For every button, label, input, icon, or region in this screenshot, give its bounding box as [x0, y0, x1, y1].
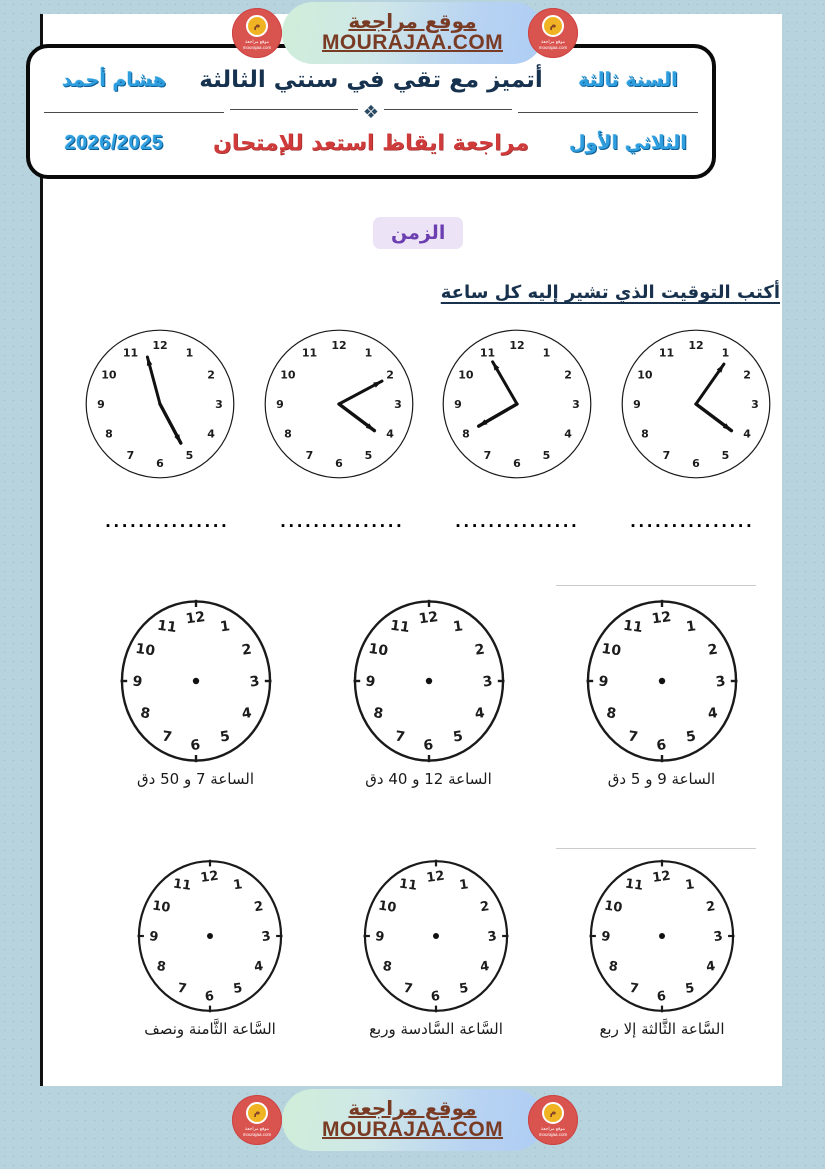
svg-text:6: 6: [422, 737, 434, 755]
svg-text:7: 7: [176, 980, 188, 997]
svg-text:6: 6: [156, 456, 165, 470]
section-title-chip: الزمن: [373, 217, 463, 249]
svg-text:4: 4: [253, 958, 265, 976]
exercise2-clock-7: [79, 598, 312, 788]
svg-text:12: 12: [199, 868, 220, 886]
clock-6-face[interactable]: [346, 598, 512, 764]
svg-text:6: 6: [691, 456, 700, 470]
svg-text:11: 11: [172, 876, 193, 894]
svg-text:2: 2: [253, 899, 265, 916]
svg-text:4: 4: [386, 427, 394, 441]
svg-text:6: 6: [655, 988, 668, 1005]
svg-text:4: 4: [706, 705, 719, 723]
svg-text:11: 11: [155, 617, 178, 637]
mourajaa-logo-icon-left: [232, 8, 282, 58]
exercise2-clock-6: [312, 598, 545, 788]
svg-text:8: 8: [381, 958, 393, 976]
svg-text:3: 3: [248, 673, 261, 691]
answer-line-1[interactable]: [605, 512, 780, 531]
svg-text:6: 6: [334, 456, 343, 470]
exercise2-clock-row: [78, 598, 778, 788]
diamond-icon: ❖: [362, 101, 380, 123]
svg-text:11: 11: [301, 346, 317, 360]
logo-glyph: م: [246, 15, 268, 37]
svg-text:8: 8: [607, 958, 619, 976]
svg-text:1: 1: [684, 877, 696, 894]
header-cell-teacher: [30, 69, 198, 91]
logo-caption: موقع مراجعة mourajaa.com: [538, 1126, 568, 1137]
logo-caption: موقع مراجعة mourajaa.com: [242, 39, 272, 50]
svg-text:8: 8: [105, 427, 113, 441]
svg-text:10: 10: [603, 898, 624, 916]
svg-text:1: 1: [458, 877, 470, 894]
svg-text:3: 3: [260, 928, 272, 946]
svg-text:7: 7: [160, 728, 173, 746]
dotted-line: ...............: [455, 511, 580, 532]
clock-8-face[interactable]: [584, 858, 740, 1014]
main-title-text: أتميز مع تقي في سنتي الثالثة: [199, 66, 543, 93]
svg-text:2: 2: [479, 899, 491, 916]
svg-text:7: 7: [662, 449, 671, 462]
exercise3-clock-10: [97, 858, 323, 1038]
svg-text:7: 7: [483, 449, 492, 462]
svg-text:5: 5: [721, 449, 730, 462]
svg-text:5: 5: [451, 728, 464, 746]
mourajaa-logo-icon-right: [528, 1095, 578, 1145]
svg-text:3: 3: [750, 397, 759, 411]
svg-text:11: 11: [658, 346, 674, 360]
exercise1-clock-row: [78, 328, 778, 480]
svg-text:11: 11: [398, 876, 419, 894]
svg-text:9: 9: [374, 929, 386, 946]
year-level-text: السنة ثالثة: [578, 68, 678, 91]
exercise2-clock-5: [545, 598, 778, 788]
clock-8-label: السَّاعة الثَّالثة إلا ربع: [599, 1020, 725, 1038]
dotted-line: ...............: [280, 511, 405, 532]
svg-text:2: 2: [207, 368, 216, 382]
svg-text:12: 12: [651, 868, 672, 886]
term-text: الثلاثي الأول: [569, 132, 687, 155]
svg-text:4: 4: [743, 427, 751, 441]
svg-text:10: 10: [636, 368, 653, 382]
svg-text:8: 8: [155, 958, 167, 976]
svg-text:8: 8: [640, 427, 649, 441]
svg-text:3: 3: [486, 928, 498, 946]
svg-text:8: 8: [283, 427, 292, 441]
svg-text:9: 9: [97, 397, 106, 411]
svg-text:3: 3: [572, 397, 581, 411]
svg-text:11: 11: [624, 876, 645, 894]
clock-3-face: [263, 328, 415, 480]
promo-banner-top: [0, 0, 825, 66]
svg-text:5: 5: [185, 449, 194, 462]
header-cell-year: [544, 69, 712, 91]
promo-pill-bottom[interactable]: [282, 1089, 544, 1151]
clock-5-label: الساعة 9 و 5 دق: [607, 770, 716, 788]
svg-text:7: 7: [126, 449, 135, 462]
header-cell-subtitle: [198, 131, 544, 156]
svg-text:12: 12: [509, 338, 525, 352]
school-year-text: 2026/2025: [64, 131, 164, 154]
clock-7-face[interactable]: [113, 598, 279, 764]
answer-line-2[interactable]: [430, 512, 605, 531]
svg-text:6: 6: [203, 988, 216, 1005]
svg-text:4: 4: [479, 958, 491, 976]
clock-10-face[interactable]: [132, 858, 288, 1014]
svg-text:7: 7: [626, 728, 639, 746]
svg-text:5: 5: [684, 980, 696, 997]
svg-text:9: 9: [600, 929, 612, 946]
scan-artifact-line: [556, 848, 756, 849]
logo-glyph: م: [542, 15, 564, 37]
svg-text:1: 1: [218, 618, 231, 636]
dotted-line: ...............: [630, 511, 755, 532]
clock-6-label: الساعة 12 و 40 دق: [365, 770, 492, 788]
svg-text:7: 7: [393, 728, 406, 746]
svg-text:10: 10: [101, 368, 117, 382]
svg-text:10: 10: [366, 640, 389, 660]
svg-text:7: 7: [402, 980, 414, 997]
answer-line-3[interactable]: [255, 512, 430, 531]
svg-text:1: 1: [451, 618, 464, 636]
answer-line-4[interactable]: [80, 512, 255, 531]
svg-text:4: 4: [564, 427, 573, 441]
svg-text:5: 5: [542, 449, 551, 462]
mourajaa-logo-icon-right: [528, 8, 578, 58]
svg-text:12: 12: [184, 608, 206, 628]
svg-text:3: 3: [393, 397, 402, 411]
svg-text:2: 2: [564, 368, 573, 382]
svg-text:2: 2: [240, 641, 253, 659]
clock-9-face[interactable]: [358, 858, 514, 1014]
svg-text:7: 7: [305, 449, 314, 462]
exercise1-clock-2: [435, 328, 600, 480]
svg-text:6: 6: [189, 737, 201, 755]
svg-text:10: 10: [151, 898, 172, 916]
svg-text:6: 6: [513, 456, 522, 470]
svg-text:2: 2: [743, 368, 751, 382]
svg-text:4: 4: [240, 705, 253, 723]
exercise1-clock-4: [78, 328, 243, 480]
exercise3-clock-8: [549, 858, 775, 1038]
exercise3-clock-row: [95, 858, 775, 1038]
svg-text:5: 5: [458, 980, 470, 997]
svg-text:6: 6: [655, 737, 667, 755]
svg-text:9: 9: [275, 397, 284, 411]
svg-text:1: 1: [364, 346, 373, 360]
clock-9-label: السَّاعة السَّادسة وربع: [369, 1020, 503, 1038]
svg-text:5: 5: [684, 728, 697, 746]
promo-pill-top[interactable]: [282, 2, 544, 64]
svg-text:10: 10: [133, 640, 156, 660]
svg-text:8: 8: [604, 705, 617, 723]
svg-text:2: 2: [473, 641, 486, 659]
mourajaa-logo-icon-left: [232, 1095, 282, 1145]
svg-text:1: 1: [721, 346, 730, 360]
svg-text:2: 2: [706, 641, 719, 659]
scan-artifact-line: [556, 585, 756, 586]
answer-lines-row: [80, 512, 780, 531]
svg-text:1: 1: [684, 618, 697, 636]
svg-text:12: 12: [331, 338, 347, 352]
promo-banner-bottom: [0, 1085, 825, 1155]
dotted-line: ...............: [105, 511, 230, 532]
svg-text:8: 8: [462, 427, 470, 441]
svg-text:10: 10: [377, 898, 398, 916]
promo-domain-text: MOURAJAA.COM: [322, 31, 503, 55]
svg-text:9: 9: [130, 673, 143, 691]
svg-text:9: 9: [454, 397, 463, 411]
svg-text:5: 5: [232, 980, 244, 997]
svg-text:1: 1: [232, 877, 244, 894]
exercise3-clock-9: [323, 858, 549, 1038]
svg-text:12: 12: [425, 868, 446, 886]
header-cell-title: [198, 67, 544, 93]
clock-7-label: الساعة 7 و 50 دق: [137, 770, 254, 788]
svg-text:11: 11: [621, 617, 644, 637]
svg-text:9: 9: [363, 673, 376, 691]
svg-text:12: 12: [688, 338, 704, 352]
clock-10-label: السَّاعة الثَّامنة ونصف: [144, 1020, 276, 1038]
clock-4-face: [84, 328, 236, 480]
svg-text:11: 11: [388, 617, 411, 637]
svg-text:11: 11: [123, 346, 139, 360]
svg-text:7: 7: [628, 980, 640, 997]
promo-domain-text: MOURAJAA.COM: [322, 1118, 503, 1142]
svg-text:9: 9: [632, 397, 641, 411]
svg-text:2: 2: [705, 899, 717, 916]
header-cell-term: [544, 132, 712, 154]
svg-text:5: 5: [364, 449, 373, 462]
logo-caption: موقع مراجعة mourajaa.com: [242, 1126, 272, 1137]
svg-text:3: 3: [481, 673, 494, 691]
svg-text:4: 4: [705, 958, 717, 976]
clock-1-face: [620, 328, 772, 480]
svg-text:3: 3: [714, 673, 727, 691]
subtitle-text: مراجعة ايقاظ استعد للإمتحان: [213, 130, 529, 156]
logo-glyph: م: [542, 1102, 564, 1124]
svg-text:10: 10: [279, 368, 296, 382]
logo-glyph: م: [246, 1102, 268, 1124]
svg-text:11: 11: [480, 346, 496, 360]
svg-text:4: 4: [207, 427, 216, 441]
header-cell-school-year: [30, 132, 198, 155]
svg-text:8: 8: [371, 705, 384, 723]
svg-text:12: 12: [417, 608, 439, 628]
svg-text:1: 1: [542, 346, 551, 360]
svg-text:3: 3: [215, 397, 224, 411]
svg-text:6: 6: [429, 988, 442, 1005]
svg-text:12: 12: [650, 608, 672, 628]
exercise1-clock-3: [257, 328, 422, 480]
svg-text:10: 10: [458, 368, 474, 382]
svg-text:9: 9: [596, 673, 609, 691]
svg-text:2: 2: [386, 368, 394, 382]
logo-caption: موقع مراجعة mourajaa.com: [538, 39, 568, 50]
svg-text:9: 9: [148, 929, 160, 946]
svg-text:1: 1: [185, 346, 194, 360]
svg-text:3: 3: [712, 928, 724, 946]
svg-text:8: 8: [138, 705, 151, 723]
clock-5-face[interactable]: [579, 598, 745, 764]
svg-text:10: 10: [599, 640, 622, 660]
svg-text:5: 5: [218, 728, 231, 746]
svg-text:4: 4: [473, 705, 486, 723]
promo-arabic-text: موقع مراجعة: [348, 1096, 477, 1121]
svg-text:12: 12: [152, 338, 168, 352]
promo-arabic-text: موقع مراجعة: [348, 9, 477, 34]
clock-2-face: [441, 328, 593, 480]
exercise-instruction: أكتب التوقيت الذي تشير إليه كل ساعة: [440, 282, 780, 303]
exercise1-clock-1: [614, 328, 779, 480]
teacher-name-text: هشام أحمد: [61, 68, 167, 91]
